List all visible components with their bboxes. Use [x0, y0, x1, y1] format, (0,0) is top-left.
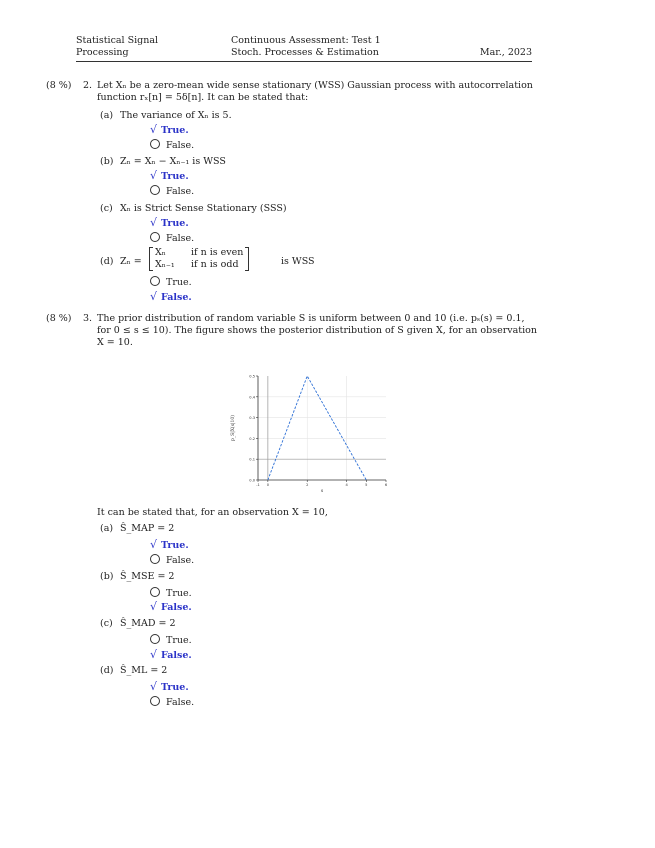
- q2a-true-option[interactable]: [150, 123, 189, 136]
- q2a-text: The variance of Xₙ is 5.: [120, 110, 232, 121]
- option-label: False.: [161, 650, 192, 661]
- checkmark-icon: √: [150, 123, 158, 136]
- radio-circle-icon: [150, 587, 160, 597]
- q3b-label: (b): [100, 571, 114, 582]
- q2d-false-option[interactable]: [150, 290, 192, 303]
- q3c-true-option[interactable]: [149, 634, 192, 646]
- q3-text-line3: X = 10.: [97, 337, 133, 348]
- course-line-1: Statistical Signal: [76, 35, 159, 46]
- option-label: False.: [166, 186, 195, 197]
- q2-number: 2.: [83, 80, 93, 91]
- option-label: False.: [161, 292, 192, 303]
- option-label: False.: [166, 233, 195, 244]
- checkmark-icon: √: [150, 648, 158, 661]
- checkmark-icon: √: [150, 600, 158, 613]
- q2b-label: (b): [100, 156, 114, 167]
- q3c-text: Ŝ_MAD = 2: [120, 618, 176, 629]
- x-tick-label: 2: [306, 483, 309, 487]
- posterior-chart: [226, 370, 396, 496]
- y-tick-label: 0.2: [249, 436, 255, 441]
- radio-circle-icon: [150, 139, 160, 149]
- date: Mar., 2023: [479, 47, 532, 58]
- q2d-z: Zₙ =: [120, 256, 142, 267]
- q3-weight: (8 %): [46, 313, 72, 324]
- option-label: True.: [166, 588, 192, 599]
- option-label: True.: [161, 682, 189, 693]
- course-line-2: Processing: [76, 47, 129, 58]
- checkmark-icon: √: [150, 538, 158, 551]
- radio-circle-icon: [150, 634, 160, 644]
- posterior-series-line: [268, 376, 366, 480]
- option-label: True.: [161, 218, 189, 229]
- x-tick-label: 5: [365, 483, 368, 487]
- q3a-true-option[interactable]: [150, 538, 189, 551]
- q3b-text: Ŝ_MSE = 2: [120, 571, 175, 582]
- q3d-true-option[interactable]: [150, 680, 189, 693]
- y-tick-label: 0.3: [249, 416, 255, 421]
- q2d-label: (d): [100, 256, 114, 267]
- y-tick-label: 0.1: [249, 457, 255, 462]
- q3a-text: Ŝ_MAP = 2: [120, 523, 175, 534]
- q2-text-line1: Let Xₙ be a zero-mean wide sense stationary (WSS) Gaussian process with autocorrelation: [97, 80, 533, 91]
- option-label: False.: [166, 555, 195, 566]
- q3c-false-option[interactable]: [150, 648, 192, 661]
- matrix-value: Xₙ: [155, 247, 166, 258]
- q3-text-line2: for 0 ≤ s ≤ 10). The figure shows the posterior distribution of S given X, for an observation: [97, 325, 537, 336]
- q2-weight: (8 %): [46, 80, 72, 91]
- q2c-label: (c): [100, 203, 113, 214]
- q3-number: 3.: [83, 313, 93, 324]
- q3d-text: Ŝ_ML = 2: [120, 665, 168, 676]
- option-label: False.: [161, 602, 192, 613]
- x-tick-label: -1: [256, 483, 260, 487]
- x-axis-label: s: [320, 489, 324, 494]
- checkmark-icon: √: [150, 680, 158, 693]
- q2c-true-option[interactable]: [150, 216, 189, 229]
- radio-circle-icon: [150, 554, 160, 564]
- test-line-1: Continuous Assessment: Test 1: [231, 35, 381, 46]
- y-tick-label: 0.4: [249, 395, 255, 400]
- q2c-false-option[interactable]: [149, 232, 194, 244]
- q2d-true-option[interactable]: [149, 276, 192, 288]
- course-title: [76, 35, 158, 59]
- x-tick-label: 0: [266, 483, 269, 487]
- test-line-2: Stoch. Processes & Estimation: [231, 47, 379, 58]
- q3-text-line1: The prior distribution of random variable S is uniform between 0 and 10 (i.e. pₛ(s) = 0.1,: [97, 313, 525, 324]
- q2b-false-option[interactable]: [149, 185, 194, 197]
- q3d-label: (d): [100, 665, 114, 676]
- x-tick-label: 4: [345, 483, 348, 487]
- q3d-false-option[interactable]: [149, 696, 194, 708]
- q2b-text: Zₙ = Xₙ − Xₙ₋₁ is WSS: [120, 156, 226, 167]
- page-header: [76, 35, 532, 62]
- q2b-true-option[interactable]: [150, 169, 189, 182]
- q3c-label: (c): [100, 618, 113, 629]
- x-tick-label: 6: [384, 483, 388, 487]
- matrix-row-2: [155, 259, 243, 271]
- q3a-false-option[interactable]: [149, 554, 194, 566]
- q2a-false-option[interactable]: [149, 139, 194, 151]
- y-tick-label: 0.5: [249, 374, 255, 379]
- option-label: True.: [166, 635, 192, 646]
- matrix-row-1: [155, 247, 243, 259]
- matrix-condition: if n is even: [191, 247, 244, 258]
- q3b-false-option[interactable]: [150, 600, 192, 613]
- option-label: False.: [166, 697, 195, 708]
- option-label: True.: [166, 277, 192, 288]
- q2d-piecewise-matrix: [149, 247, 249, 271]
- y-tick-label: 0.0: [249, 478, 255, 483]
- checkmark-icon: √: [150, 216, 158, 229]
- checkmark-icon: √: [150, 169, 158, 182]
- radio-circle-icon: [150, 185, 160, 195]
- radio-circle-icon: [150, 232, 160, 242]
- option-label: True.: [161, 125, 189, 136]
- y-axis-label: p_S|X(s|10): [231, 415, 236, 441]
- q2-text-line2: function rₓ[n] = 5δ[n]. It can be stated that:: [97, 92, 309, 103]
- matrix-brackets: [149, 247, 249, 271]
- q2a-label: (a): [100, 110, 114, 121]
- checkmark-icon: √: [150, 290, 158, 303]
- q2c-text: Xₙ is Strict Sense Stationary (SSS): [120, 203, 287, 214]
- radio-circle-icon: [150, 696, 160, 706]
- q2d-tail: is WSS: [281, 256, 315, 267]
- test-title: [231, 35, 381, 59]
- matrix-value: Xₙ₋₁: [155, 259, 175, 270]
- matrix-condition: if n is odd: [191, 259, 239, 270]
- radio-circle-icon: [150, 276, 160, 286]
- option-label: False.: [166, 140, 195, 151]
- q3a-label: (a): [100, 523, 114, 534]
- q3b-true-option[interactable]: [149, 587, 192, 599]
- option-label: True.: [161, 171, 189, 182]
- q3-intro: It can be stated that, for an observation X = 10,: [97, 507, 328, 518]
- option-label: True.: [161, 540, 189, 551]
